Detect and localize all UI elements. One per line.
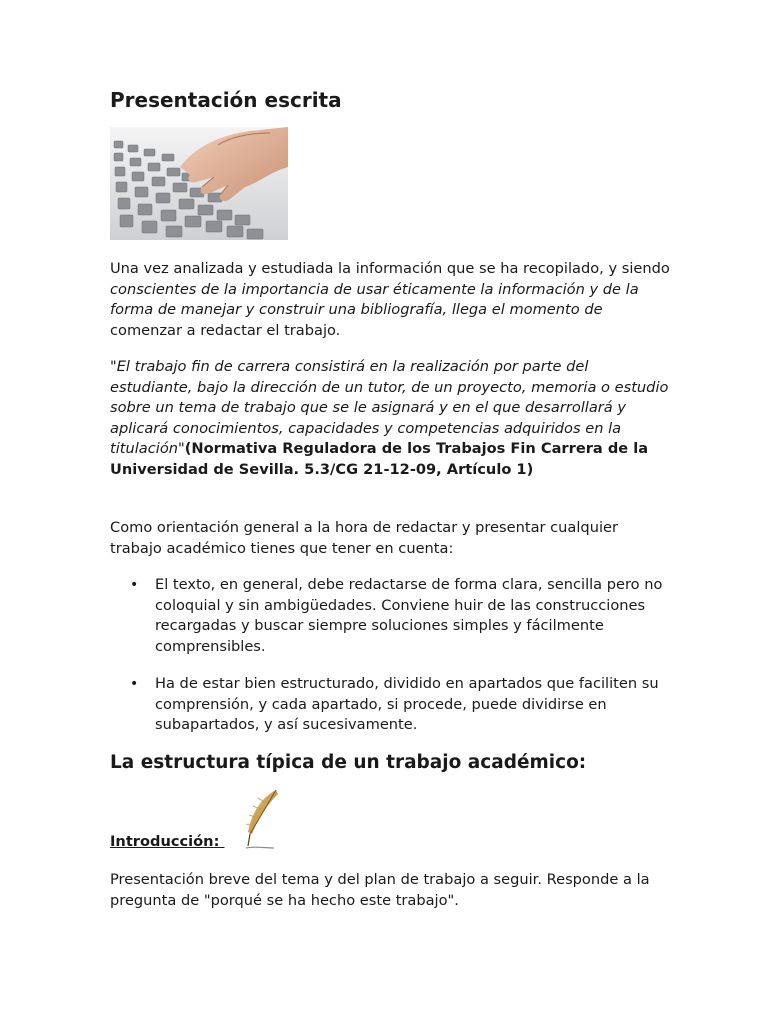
list-item <box>110 674 670 736</box>
introduction-text: Presentación breve del tema y del plan de trabajo a seguir. Responde a la pregunta de "porqué se ha hecho este trabajo". <box>110 871 650 909</box>
quote-text: "El trabajo fin de carrera consistirá en la realización por parte del estudiante, bajo la dirección de un tutor, de un proyecto, memoria o estudio sobre un tema de trabajo que se le asignará y en el que desarrollará y aplicará conocimientos, capacidades y competencias adquiridos en la titulación" <box>110 358 669 457</box>
paragraph-intro-italic: conscientes de la importancia de usar éticamente la información y de la forma de manejar y construir una bibliografía, llega el momento de <box>110 280 639 318</box>
keyboard-hand-icon <box>110 127 288 240</box>
page-title: Presentación escrita <box>110 88 342 112</box>
keyboard-photo <box>110 127 288 240</box>
guidelines-list <box>110 575 670 736</box>
list-item <box>110 575 670 657</box>
introduction-heading <box>110 788 410 852</box>
section-heading: La estructura típica de un trabajo académico: <box>110 752 587 773</box>
quill-pen-icon <box>240 788 282 852</box>
introduction-label: Introducción: <box>110 833 225 850</box>
paragraph-intro-part1: Una vez analizada y estudiada la información que se ha recopilado, y siendo <box>110 260 670 277</box>
list-item-text: Ha de estar bien estructurado, dividido en apartados que faciliten su comprensión, y cada apartado, si procede, puede dividirse en subapartados, y así sucesivamente. <box>155 675 659 733</box>
bullet-icon: • <box>130 577 139 593</box>
paragraph-intro <box>110 259 670 341</box>
quote-paragraph <box>110 357 670 480</box>
quote-source: (Normativa Reguladora de los Trabajos Fin Carrera de la Universidad de Sevilla. 5.3/CG 21-12-09, Artículo 1) <box>110 440 649 478</box>
list-item-text: El texto, en general, debe redactarse de forma clara, sencilla pero no coloquial y sin ambigüedades. Conviene huir de las construcciones recargadas y buscar siempre soluciones simples y fácilmente comprensibles. <box>155 576 663 655</box>
bullet-icon: • <box>130 676 139 692</box>
paragraph-orientation: Como orientación general a la hora de redactar y presentar cualquier trabajo académico tienes que tener en cuenta: <box>110 519 618 557</box>
paragraph-intro-part3: comenzar a redactar el trabajo. <box>110 321 341 339</box>
